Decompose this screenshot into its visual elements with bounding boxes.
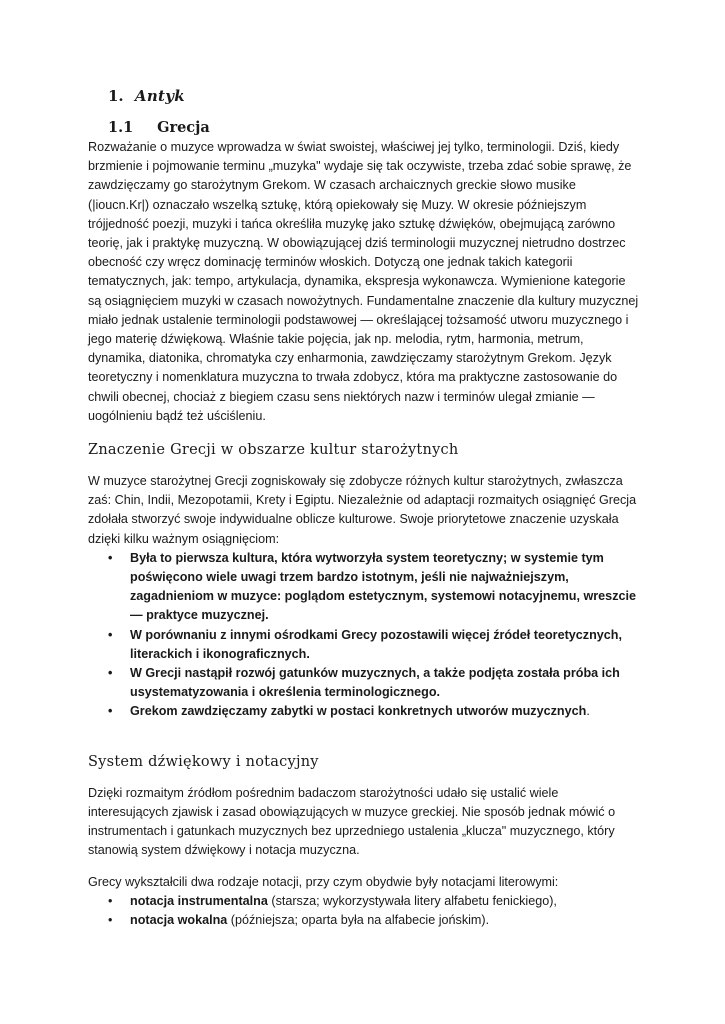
list-item-desc: (starsza; wykorzystywała litery alfabetu fenickiego), (267, 893, 557, 908)
list-item-term: notacja wokalna (130, 912, 228, 927)
bullet-icon: • (108, 912, 113, 927)
list-item-text: Była to pierwsza kultura, która wytworzyła system teoretyczny; w systemie tym poświęcono wiele uwagi trzem bardzo istotnym, jeśli nie najważniejszym, zagadnieniom w muzyce: poglądom estetycznym, systemowi notacyjnemu, wreszcie — praktyce muzycznej. (130, 550, 636, 623)
significance-list (88, 549, 640, 722)
significance-paragraph: W muzyce starożytnej Grecji zogniskowały się zdobycze różnych kultur starożytnych, zwłaszcza zaś: Chin, Indii, Mezopotamii, Krety i Egiptu. Niezależnie od adaptacji rozmaitych osiągnięć Grecja zdołała stworzyć swoje indywidualne oblicze kulturowe. Swoje priorytetowe znaczenie uzyskała dzięki kilku ważnym osiągnięciom: (88, 474, 637, 546)
bullet-icon: • (108, 704, 113, 719)
list-item (88, 911, 640, 930)
intro-paragraph: Rozważanie o muzyce wprowadza w świat swoistej, właściwej jej tylko, terminologii. Dziś, kiedy brzmienie i pojmowanie terminu „muzyka" wydaje się tak oczywiste, trzeba zdać sobie sprawę, że zawdzięczamy go starożytnym Grekom. W czasach archaicznych greckie słowo musike (|ioucn.Kr|) oznaczało wszelką sztukę, którą opiekowały się Muzy. W okresie późniejszym trójjedność poezji, muzyki i tańca określiła muzykę jako sztukę dźwięków, obejmującą zarówno teorię, jak i praktykę muzyczną. W obowiązującej dziś terminologii muzycznej nietrudno dostrzec obecność czy wręcz dominację terminów włoskich. Dotyczą one jednak takich kategorii tematycznych, jak: tempo, artykulacja, dynamika, ekspresja wykonawcza. Wymienione kategorie są osiągnięciem muzyki w czasach nowożytnych. Fundamentalne znaczenie dla kultury muzycznej miało jednak ustalenie terminologii podstawowej — określającej tożsamość utworu muzycznego i jego materię dźwiękową. Właśnie takie pojęcia, jak np. melodia, rytm, harmonia, metrum, dynamika, diatonika, chromatyka czy enharmonia, zawdzięczamy starożytnym Grekom. Język teoretyczny i nomenklatura muzyczna to trwała zdobycz, która ma praktyczne zastosowanie do chwili obecnej, chociaż z biegiem czasu sens niektórych nazw i terminów ulegał zmianie — uogólnieniu bądź też uściśleniu. (88, 140, 639, 423)
heading-section (108, 118, 640, 138)
heading-chapter-number: 1. (108, 87, 124, 105)
list-item (88, 892, 640, 911)
list-item-text: W porównaniu z innymi ośrodkami Grecy pozostawili więcej źródeł teoretycznych, literackich i ikonograficznych. (130, 627, 622, 661)
list-item-suffix: . (586, 704, 590, 719)
bullet-icon: • (108, 893, 113, 908)
notation-paragraph-2: Grecy wykształcili dwa rodzaje notacji, przy czym obydwie były notacjami literowymi: (88, 874, 559, 889)
list-item (88, 664, 640, 702)
heading-notation: System dźwiękowy i notacyjny (88, 753, 319, 770)
document-content (88, 86, 640, 930)
list-item (88, 702, 640, 721)
bullet-icon: • (108, 666, 113, 681)
heading-chapter (108, 86, 640, 106)
list-item-text: W Grecji nastąpił rozwój gatunków muzycznych, a także podjęta została próba ich usystematyzowania i określenia terminologicznego. (130, 666, 620, 700)
heading-section-title: Grecja (157, 119, 210, 136)
list-item (88, 549, 640, 626)
list-item-text: Grekom zawdzięczamy zabytki w postaci konkretnych utworów muzycznych (130, 704, 587, 719)
heading-significance: Znaczenie Grecji w obszarze kultur starożytnych (88, 442, 459, 459)
list-item-desc: (późniejsza; oparta była na alfabecie jońskim). (227, 912, 490, 927)
notation-paragraph-1: Dzięki rozmaitym źródłom pośrednim badaczom starożytności udało się ustalić wiele interesujących zjawisk i zasad obowiązujących w muzyce greckiej. Nie sposób jednak mówić o instrumentach i gatunkach muzycznych bez uprzedniego ustalenia „klucza" muzycznego, który stanowią system dźwiękowy i notacja muzyczna. (88, 785, 616, 858)
bullet-icon: • (108, 550, 113, 565)
list-item-term: notacja instrumentalna (130, 893, 268, 908)
list-item (88, 626, 640, 664)
heading-section-number: 1.1 (108, 119, 134, 136)
heading-chapter-title: Antyk (134, 87, 185, 105)
bullet-icon: • (108, 627, 113, 642)
notation-list (88, 892, 640, 930)
